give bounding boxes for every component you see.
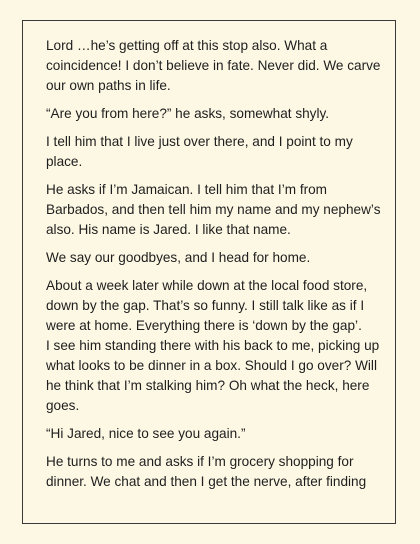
paragraph: We say our goodbyes, and I head for home. [46,250,311,265]
paragraph: I see him standing there with his back to me, picking up what looks to be dinner in a box. Should I go over? Will he think that I’m stalking him? Oh what the heck, here goes. [46,338,380,413]
paragraph: I tell him that I live just over there, and I point to my place. [46,134,353,169]
paragraph: He asks if I’m Jamaican. I tell him that I’m from Barbados, and then tell him my name and my nephew’s also. His name is Jared. I like that name. [46,182,381,237]
story-text [46,36,390,500]
paragraph: About a week later while down at the local food store, down by the gap. That’s so funny. I still talk like as if I were at home. Everything there is ‘down by the gap’. [46,278,368,333]
paragraph: “Are you from here?” he asks, somewhat shyly. [46,106,330,121]
paragraph: “Hi Jared, nice to see you again.” [46,426,246,441]
paragraph: He turns to me and asks if I’m grocery shopping for dinner. We chat and then I get the nerve, after finding [46,454,367,489]
paragraph: Lord …he’s getting off at this stop also. What a coincidence! I don’t believe in fate. Never did. We carve our own paths in life. [46,38,381,93]
